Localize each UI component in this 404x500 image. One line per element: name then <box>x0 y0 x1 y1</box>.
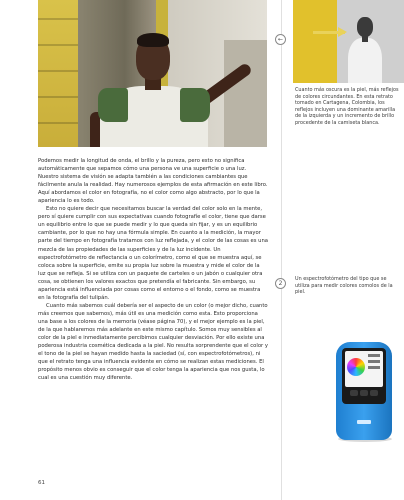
screen-readout <box>368 354 380 357</box>
page-number: 61 <box>38 480 45 486</box>
photo-caption: Cuanto más oscura es la piel, más reflejos de colores circundantes. En esta retrato tomado en Cartagena, Colombia, los reflejos incluyen una dominante amarilla de la izquierda y un incremento de brillo procedente de la camiseta blanca. <box>295 87 399 126</box>
color-wheel-icon <box>347 358 365 376</box>
man-sleeve-left <box>98 88 128 122</box>
spectrophotometer-image <box>326 338 402 442</box>
yellow-panel <box>293 0 337 83</box>
device-logo <box>357 420 371 424</box>
device-key <box>360 390 368 396</box>
yellow-wall <box>38 0 78 147</box>
man-hair <box>137 33 169 47</box>
device-reference-marker: 2 <box>275 278 286 289</box>
device-key <box>370 390 378 396</box>
figure-body <box>348 38 382 83</box>
paragraph-2: Esto no quiere decir que necesitamos buscar la verdad del color solo en la mente, pero sí quiere cumplir con sus expectativas cuando fotografíe el color, tiene que darse un equilibrio entre lo que se puede medir y lo que queda sin fijar, y es un equilibrio cambiante, por lo que no hay una fórmula simple. En cuanto a la medición, la mayor parte del tiempo en fotografía tratamos con luz reflejada, y el color de las cosas es una mezcla de las propiedades de las superficies y de la luz incidente. Un espectrofotómetro de reflectancia o un colorímetro, como el que se muestra aquí, se coloca sobre la superficie, emite su propia luz sobre la muestra y mide el color de la luz que se refleja. Si se utiliza con un paquete de carteles o un jabón o cualquier otra cosa, se obtienen los valores exactos que pretendía el fabricante. Sin embargo, su apariencia está influenciada por cosas como el entorno o el fondo, como se muestra en la fotografía del tulipán. <box>38 206 269 301</box>
device-key <box>350 390 358 396</box>
screen-readout <box>368 360 380 363</box>
paragraph-1: Podemos medir la longitud de onda, el brillo y la pureza, pero esto no significa automáticamente que sepamos cómo una persona ve una superficie o una luz. Nuestro sistema de visión se adapta también a las condiciones cambiantes que fácilmente anula la realidad. Hay numerosos ejemplos de esta afirmación en este libro. Aquí abordamos el color en fotografía, no el color como algo abstracto, por lo que la apariencia lo es todo. <box>38 158 268 205</box>
photo-reference-marker: ← <box>275 34 286 45</box>
wall-plank <box>38 44 78 46</box>
figure-head <box>357 17 373 37</box>
light-reflection-illustration <box>293 0 404 83</box>
screen-readout <box>368 366 380 369</box>
column-divider <box>281 0 282 500</box>
man-sleeve-right <box>180 88 210 122</box>
wall-plank <box>38 122 78 124</box>
arrow-right-icon <box>338 27 347 37</box>
portrait-photo <box>38 0 267 147</box>
wall-plank <box>38 70 78 72</box>
device-keypad <box>350 390 378 400</box>
grey-wall-shadow <box>224 40 267 147</box>
paragraph-3: Cuanto más sabemos cuál debería ser el aspecto de un color (o mejor dicho, cuanto más creemos que sabemos), más útil es una medición como esta. Esto proporciona una base a los colores de la memoria (véase página 70), y el mejor ejemplo es la piel, de la que hablaremos más adelante en este mismo capítulo. Somos muy sensibles al color de la piel e inmediatamente percibimos cualquier desviación. Por ello existe una poderosa industria cosmética dedicada a la piel. No resulta sorprendente que el color y el tono de la piel se hayan medido hasta la saciedad (sí, con espectrofotómetros), ni que el retrato tenga una influencia evidente en cómo se realizan estas mediciones. El propósito menos obvio es conseguir que el color tenga la apariencia que nos gusta, lo cual es una cuestión muy diferente. <box>38 302 268 382</box>
wall-plank <box>38 18 78 20</box>
body-text <box>38 157 268 382</box>
device-caption: Un espectrofotómetro del tipo que se utiliza para medir colores comolos de la piel. <box>295 276 393 295</box>
wall-plank <box>38 96 78 98</box>
